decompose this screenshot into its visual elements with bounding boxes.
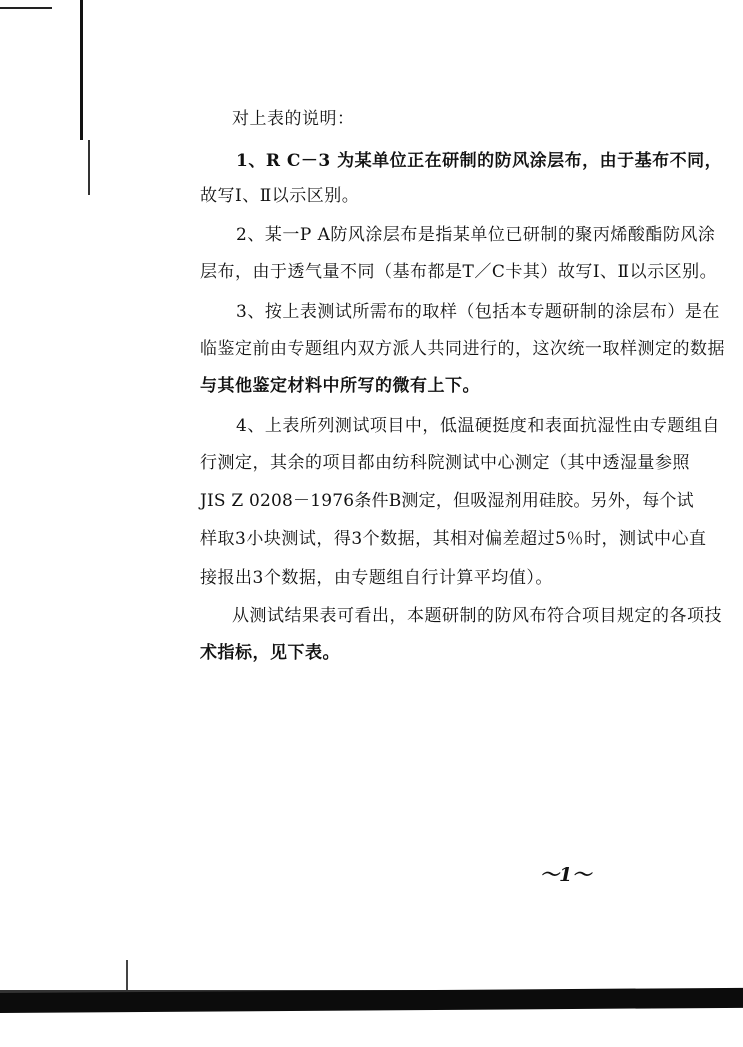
item1-line1: 1、R C－3 为某单位正在研制的防风涂层布，由于基布不同， [236,151,723,171]
item4-line1: 4、上表所列测试项目中，低温硬挺度和表面抗湿性由专题组自 [236,416,720,436]
item2-line1: 2、某一P A防风涂层布是指某单位已研制的聚丙烯酸酯防风涂 [236,225,716,245]
item4-line5: 接报出3个数据，由专题组自行计算平均值）。 [200,568,553,588]
scan-mark-top [0,7,52,9]
scan-mark-left-rule [80,0,83,140]
item3-line1: 3、按上表测试所需布的取样（包括本专题研制的涂层布）是在 [236,302,720,322]
page-number: ～1～ [540,864,592,886]
item4-line2: 行测定，其余的项目都由纺科院测试中心测定（其中透湿量参照 [200,453,690,473]
conclusion-line1: 从测试结果表可看出，本题研制的防风布符合项目规定的各项技 [232,606,722,626]
item3-line2: 临鉴定前由专题组内双方派人共同进行的，这次统一取样测定的数据 [200,339,725,359]
item1-line2: 故写Ⅰ、Ⅱ以示区别。 [200,186,360,206]
scan-mark-left-rule-lower [88,140,90,195]
item4-line3: JIS Z 0208－1976条件B测定，但吸湿剂用硅胶。另外，每个试 [200,491,694,511]
item4-line4: 样取3小块测试，得3个数据，其相对偏差超过5％时，测试中心直 [200,529,707,549]
conclusion-line2: 术指标，见下表。 [200,643,340,663]
item3-line3: 与其他鉴定材料中所写的微有上下。 [200,376,480,396]
explanation-heading: 对上表的说明： [232,109,355,129]
scan-mark-bottom-bar [0,988,743,1013]
item2-line2: 层布，由于透气量不同（基布都是T／C卡其）故写Ⅰ、Ⅱ以示区别。 [200,262,718,282]
